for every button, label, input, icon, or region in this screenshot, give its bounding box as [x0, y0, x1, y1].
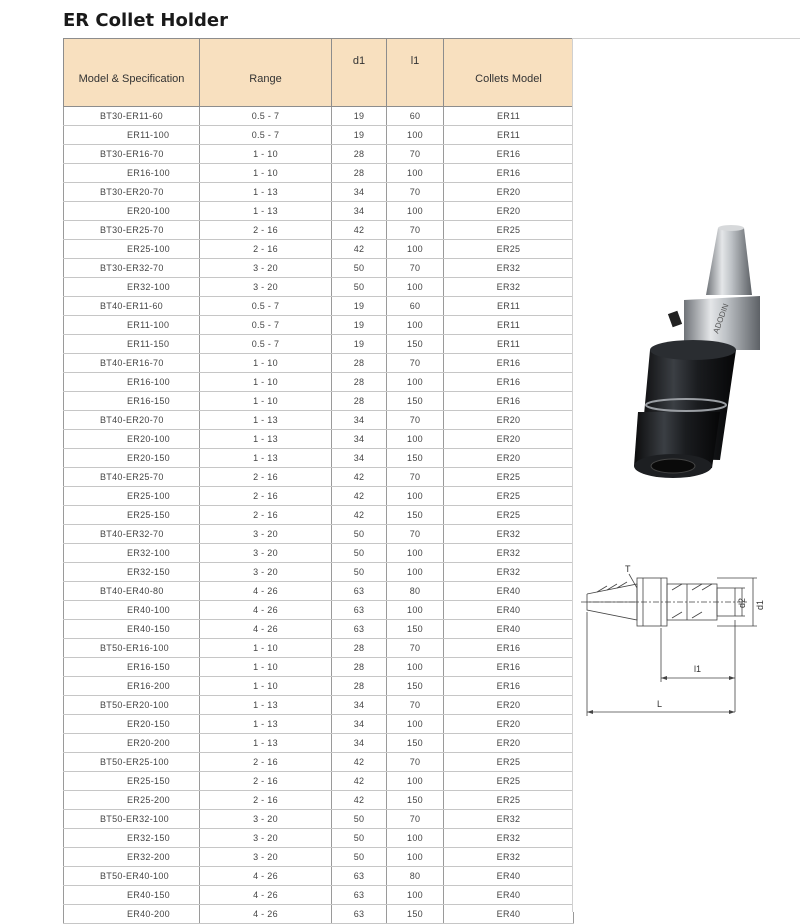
cell-collet: ER32	[444, 278, 574, 297]
cell-model: BT30-ER25-70	[64, 221, 200, 240]
cell-l1: 70	[387, 145, 444, 164]
table-row	[64, 905, 574, 924]
cell-range: 1 - 13	[200, 715, 332, 734]
cell-range: 2 - 16	[200, 791, 332, 810]
cell-range: 2 - 16	[200, 753, 332, 772]
cell-collet: ER25	[444, 753, 574, 772]
table-row	[64, 506, 574, 525]
cell-range: 1 - 13	[200, 449, 332, 468]
table-row	[64, 563, 574, 582]
cell-l1: 70	[387, 753, 444, 772]
cell-range: 2 - 16	[200, 221, 332, 240]
cell-l1: 150	[387, 905, 444, 924]
cell-collet: ER32	[444, 259, 574, 278]
cell-d1: 34	[332, 696, 387, 715]
table-row	[64, 145, 574, 164]
technical-drawing-icon	[577, 562, 777, 722]
cell-model: ER11-100	[64, 316, 200, 335]
cell-d1: 19	[332, 126, 387, 145]
cell-d1: 63	[332, 867, 387, 886]
cell-collet: ER20	[444, 411, 574, 430]
cell-collet: ER32	[444, 848, 574, 867]
cell-d1: 34	[332, 430, 387, 449]
cell-l1: 100	[387, 658, 444, 677]
cell-model: ER16-100	[64, 373, 200, 392]
cell-range: 2 - 16	[200, 468, 332, 487]
table-row	[64, 202, 574, 221]
cell-d1: 28	[332, 639, 387, 658]
cell-d1: 42	[332, 506, 387, 525]
table-row	[64, 715, 574, 734]
table-row	[64, 411, 574, 430]
table-body	[64, 107, 574, 924]
cell-l1: 70	[387, 221, 444, 240]
cell-d1: 28	[332, 354, 387, 373]
table-row	[64, 354, 574, 373]
cell-collet: ER16	[444, 392, 574, 411]
cell-range: 4 - 26	[200, 620, 332, 639]
cell-d1: 50	[332, 278, 387, 297]
cell-collet: ER16	[444, 639, 574, 658]
cell-d1: 50	[332, 563, 387, 582]
cell-l1: 100	[387, 544, 444, 563]
cell-d1: 42	[332, 791, 387, 810]
table-row	[64, 164, 574, 183]
cell-collet: ER11	[444, 126, 574, 145]
table-row	[64, 582, 574, 601]
cell-d1: 42	[332, 468, 387, 487]
cell-l1: 80	[387, 867, 444, 886]
cell-range: 2 - 16	[200, 506, 332, 525]
cell-collet: ER25	[444, 772, 574, 791]
cell-l1: 100	[387, 430, 444, 449]
cell-model: ER40-200	[64, 905, 200, 924]
table-row	[64, 126, 574, 145]
table-row	[64, 240, 574, 259]
table-row	[64, 392, 574, 411]
cell-range: 1 - 13	[200, 696, 332, 715]
cell-d1: 50	[332, 544, 387, 563]
cell-model: ER25-200	[64, 791, 200, 810]
cell-l1: 70	[387, 411, 444, 430]
cell-d1: 63	[332, 582, 387, 601]
cell-d1: 34	[332, 183, 387, 202]
table-row	[64, 658, 574, 677]
cell-model: ER32-200	[64, 848, 200, 867]
cell-range: 1 - 10	[200, 354, 332, 373]
table-row	[64, 601, 574, 620]
cell-collet: ER40	[444, 905, 574, 924]
cell-range: 4 - 26	[200, 582, 332, 601]
cell-collet: ER25	[444, 506, 574, 525]
cell-model: ER20-200	[64, 734, 200, 753]
cell-collet: ER25	[444, 791, 574, 810]
cell-model: ER32-150	[64, 829, 200, 848]
table-row	[64, 430, 574, 449]
cell-l1: 100	[387, 601, 444, 620]
cell-l1: 150	[387, 734, 444, 753]
table-row	[64, 810, 574, 829]
cell-l1: 100	[387, 126, 444, 145]
table-row	[64, 449, 574, 468]
table-row	[64, 696, 574, 715]
cell-range: 4 - 26	[200, 905, 332, 924]
table-row	[64, 772, 574, 791]
cell-model: ER20-100	[64, 430, 200, 449]
cell-d1: 50	[332, 810, 387, 829]
cell-collet: ER16	[444, 677, 574, 696]
table-row	[64, 525, 574, 544]
cell-model: ER40-150	[64, 620, 200, 639]
cell-model: BT40-ER40-80	[64, 582, 200, 601]
collet-holder-photo-icon	[600, 200, 770, 500]
cell-range: 1 - 13	[200, 202, 332, 221]
cell-model: BT40-ER20-70	[64, 411, 200, 430]
cell-d1: 28	[332, 164, 387, 183]
cell-l1: 70	[387, 259, 444, 278]
cell-collet: ER20	[444, 696, 574, 715]
cell-d1: 28	[332, 392, 387, 411]
table-row	[64, 107, 574, 126]
cell-d1: 19	[332, 335, 387, 354]
cell-model: BT50-ER40-100	[64, 867, 200, 886]
cell-range: 1 - 10	[200, 639, 332, 658]
cell-collet: ER32	[444, 544, 574, 563]
cell-collet: ER32	[444, 525, 574, 544]
cell-collet: ER20	[444, 715, 574, 734]
cell-model: BT50-ER25-100	[64, 753, 200, 772]
cell-d1: 50	[332, 259, 387, 278]
cell-collet: ER20	[444, 430, 574, 449]
table-row	[64, 886, 574, 905]
header-l1: l1	[387, 39, 444, 107]
cell-collet: ER11	[444, 107, 574, 126]
cell-model: BT30-ER11-60	[64, 107, 200, 126]
cell-l1: 100	[387, 202, 444, 221]
cell-model: ER25-150	[64, 506, 200, 525]
cell-collet: ER16	[444, 145, 574, 164]
drawing-label-t: T	[625, 564, 631, 574]
engraving-label: ADODIN	[711, 302, 731, 335]
cell-range: 1 - 10	[200, 145, 332, 164]
cell-range: 0.5 - 7	[200, 107, 332, 126]
cell-collet: ER32	[444, 829, 574, 848]
cell-l1: 150	[387, 335, 444, 354]
table-row	[64, 278, 574, 297]
cell-l1: 100	[387, 772, 444, 791]
cell-d1: 42	[332, 753, 387, 772]
header-row	[64, 39, 574, 107]
cell-model: ER40-100	[64, 601, 200, 620]
cell-d1: 28	[332, 145, 387, 164]
cell-range: 3 - 20	[200, 563, 332, 582]
cell-l1: 150	[387, 677, 444, 696]
cell-range: 0.5 - 7	[200, 126, 332, 145]
cell-collet: ER40	[444, 620, 574, 639]
cell-d1: 34	[332, 734, 387, 753]
cell-d1: 63	[332, 886, 387, 905]
cell-range: 2 - 16	[200, 487, 332, 506]
cell-collet: ER40	[444, 867, 574, 886]
cell-range: 4 - 26	[200, 601, 332, 620]
table-row	[64, 639, 574, 658]
cell-model: ER20-100	[64, 202, 200, 221]
table-row	[64, 544, 574, 563]
cell-l1: 100	[387, 240, 444, 259]
cell-range: 2 - 16	[200, 772, 332, 791]
cell-collet: ER40	[444, 601, 574, 620]
cell-l1: 70	[387, 696, 444, 715]
cell-collet: ER16	[444, 164, 574, 183]
cell-model: BT30-ER32-70	[64, 259, 200, 278]
table-row	[64, 297, 574, 316]
cell-d1: 42	[332, 240, 387, 259]
cell-model: ER20-150	[64, 449, 200, 468]
drawing-label-l: L	[657, 699, 663, 709]
cell-model: ER16-200	[64, 677, 200, 696]
cell-model: ER16-100	[64, 164, 200, 183]
cell-l1: 70	[387, 183, 444, 202]
cell-range: 1 - 10	[200, 373, 332, 392]
table-row	[64, 753, 574, 772]
cell-model: ER20-150	[64, 715, 200, 734]
cell-d1: 34	[332, 202, 387, 221]
table-row	[64, 335, 574, 354]
cell-d1: 34	[332, 411, 387, 430]
cell-collet: ER25	[444, 487, 574, 506]
cell-collet: ER25	[444, 221, 574, 240]
cell-collet: ER11	[444, 297, 574, 316]
table-row	[64, 487, 574, 506]
cell-range: 3 - 20	[200, 544, 332, 563]
cell-l1: 70	[387, 468, 444, 487]
drawing-label-d1: d1	[755, 599, 765, 610]
cell-d1: 34	[332, 715, 387, 734]
cell-d1: 19	[332, 316, 387, 335]
cell-l1: 100	[387, 848, 444, 867]
cell-d1: 50	[332, 848, 387, 867]
cell-range: 3 - 20	[200, 278, 332, 297]
table-row	[64, 734, 574, 753]
cell-d1: 42	[332, 221, 387, 240]
cell-range: 4 - 26	[200, 886, 332, 905]
cell-model: ER16-150	[64, 658, 200, 677]
cell-d1: 28	[332, 658, 387, 677]
cell-model: BT40-ER16-70	[64, 354, 200, 373]
cell-range: 1 - 10	[200, 164, 332, 183]
table-row	[64, 867, 574, 886]
cell-model: BT40-ER25-70	[64, 468, 200, 487]
cell-l1: 70	[387, 810, 444, 829]
cell-range: 3 - 20	[200, 525, 332, 544]
cell-range: 1 - 13	[200, 411, 332, 430]
cell-model: BT40-ER11-60	[64, 297, 200, 316]
cell-collet: ER20	[444, 183, 574, 202]
cell-l1: 100	[387, 487, 444, 506]
cell-d1: 63	[332, 905, 387, 924]
cell-l1: 150	[387, 392, 444, 411]
cell-l1: 100	[387, 278, 444, 297]
cell-d1: 19	[332, 107, 387, 126]
page-title: ER Collet Holder	[63, 10, 228, 31]
cell-d1: 28	[332, 373, 387, 392]
cell-d1: 19	[332, 297, 387, 316]
table-row	[64, 468, 574, 487]
cell-range: 1 - 10	[200, 677, 332, 696]
cell-collet: ER16	[444, 373, 574, 392]
cell-model: ER16-150	[64, 392, 200, 411]
cell-collet: ER25	[444, 468, 574, 487]
spec-table	[63, 38, 574, 924]
cell-model: BT30-ER20-70	[64, 183, 200, 202]
cell-model: ER32-100	[64, 544, 200, 563]
cell-range: 0.5 - 7	[200, 297, 332, 316]
cell-l1: 80	[387, 582, 444, 601]
table-row	[64, 677, 574, 696]
table-row	[64, 316, 574, 335]
header-model: Model & Specification	[64, 39, 200, 107]
cell-l1: 60	[387, 297, 444, 316]
cell-d1: 50	[332, 525, 387, 544]
cell-range: 3 - 20	[200, 829, 332, 848]
cell-model: ER25-100	[64, 487, 200, 506]
cell-model: ER25-150	[64, 772, 200, 791]
cell-l1: 150	[387, 449, 444, 468]
cell-d1: 50	[332, 829, 387, 848]
cell-d1: 63	[332, 620, 387, 639]
header-collet: Collets Model	[444, 39, 574, 107]
cell-collet: ER40	[444, 886, 574, 905]
cell-collet: ER40	[444, 582, 574, 601]
table-row	[64, 620, 574, 639]
cell-collet: ER32	[444, 810, 574, 829]
table-row	[64, 829, 574, 848]
cell-l1: 100	[387, 164, 444, 183]
cell-l1: 150	[387, 620, 444, 639]
cell-d1: 63	[332, 601, 387, 620]
drawing-label-l1: l1	[694, 664, 702, 674]
cell-model: BT40-ER32-70	[64, 525, 200, 544]
cell-l1: 150	[387, 506, 444, 525]
cell-l1: 70	[387, 639, 444, 658]
cell-range: 1 - 13	[200, 734, 332, 753]
cell-l1: 100	[387, 715, 444, 734]
cell-collet: ER20	[444, 449, 574, 468]
cell-l1: 100	[387, 373, 444, 392]
cell-d1: 42	[332, 772, 387, 791]
cell-collet: ER11	[444, 335, 574, 354]
cell-l1: 100	[387, 886, 444, 905]
cell-range: 2 - 16	[200, 240, 332, 259]
cell-collet: ER11	[444, 316, 574, 335]
table-row	[64, 259, 574, 278]
cell-model: ER40-150	[64, 886, 200, 905]
cell-model: BT50-ER32-100	[64, 810, 200, 829]
cell-model: ER32-100	[64, 278, 200, 297]
cell-range: 4 - 26	[200, 867, 332, 886]
table-row	[64, 183, 574, 202]
cell-range: 0.5 - 7	[200, 316, 332, 335]
cell-l1: 60	[387, 107, 444, 126]
cell-range: 1 - 10	[200, 392, 332, 411]
cell-l1: 150	[387, 791, 444, 810]
cell-model: ER32-150	[64, 563, 200, 582]
cell-l1: 70	[387, 525, 444, 544]
cell-model: ER25-100	[64, 240, 200, 259]
cell-model: BT50-ER16-100	[64, 639, 200, 658]
cell-collet: ER32	[444, 563, 574, 582]
cell-collet: ER20	[444, 202, 574, 221]
table-row	[64, 221, 574, 240]
cell-d1: 34	[332, 449, 387, 468]
cell-model: BT30-ER16-70	[64, 145, 200, 164]
cell-model: ER11-150	[64, 335, 200, 354]
cell-collet: ER16	[444, 354, 574, 373]
table-row	[64, 791, 574, 810]
cell-range: 1 - 13	[200, 430, 332, 449]
cell-model: BT50-ER20-100	[64, 696, 200, 715]
cell-l1: 100	[387, 316, 444, 335]
header-d1: d1	[332, 39, 387, 107]
cell-collet: ER25	[444, 240, 574, 259]
cell-l1: 100	[387, 829, 444, 848]
table-row	[64, 848, 574, 867]
table-row	[64, 373, 574, 392]
cell-range: 0.5 - 7	[200, 335, 332, 354]
cell-range: 3 - 20	[200, 259, 332, 278]
cell-range: 1 - 13	[200, 183, 332, 202]
cell-l1: 100	[387, 563, 444, 582]
cell-model: ER11-100	[64, 126, 200, 145]
cell-d1: 28	[332, 677, 387, 696]
cell-collet: ER20	[444, 734, 574, 753]
cell-l1: 70	[387, 354, 444, 373]
header-range: Range	[200, 39, 332, 107]
cell-d1: 42	[332, 487, 387, 506]
cell-range: 3 - 20	[200, 810, 332, 829]
cell-range: 3 - 20	[200, 848, 332, 867]
cell-range: 1 - 10	[200, 658, 332, 677]
drawing-label-d2: d2	[737, 597, 747, 608]
cell-collet: ER16	[444, 658, 574, 677]
